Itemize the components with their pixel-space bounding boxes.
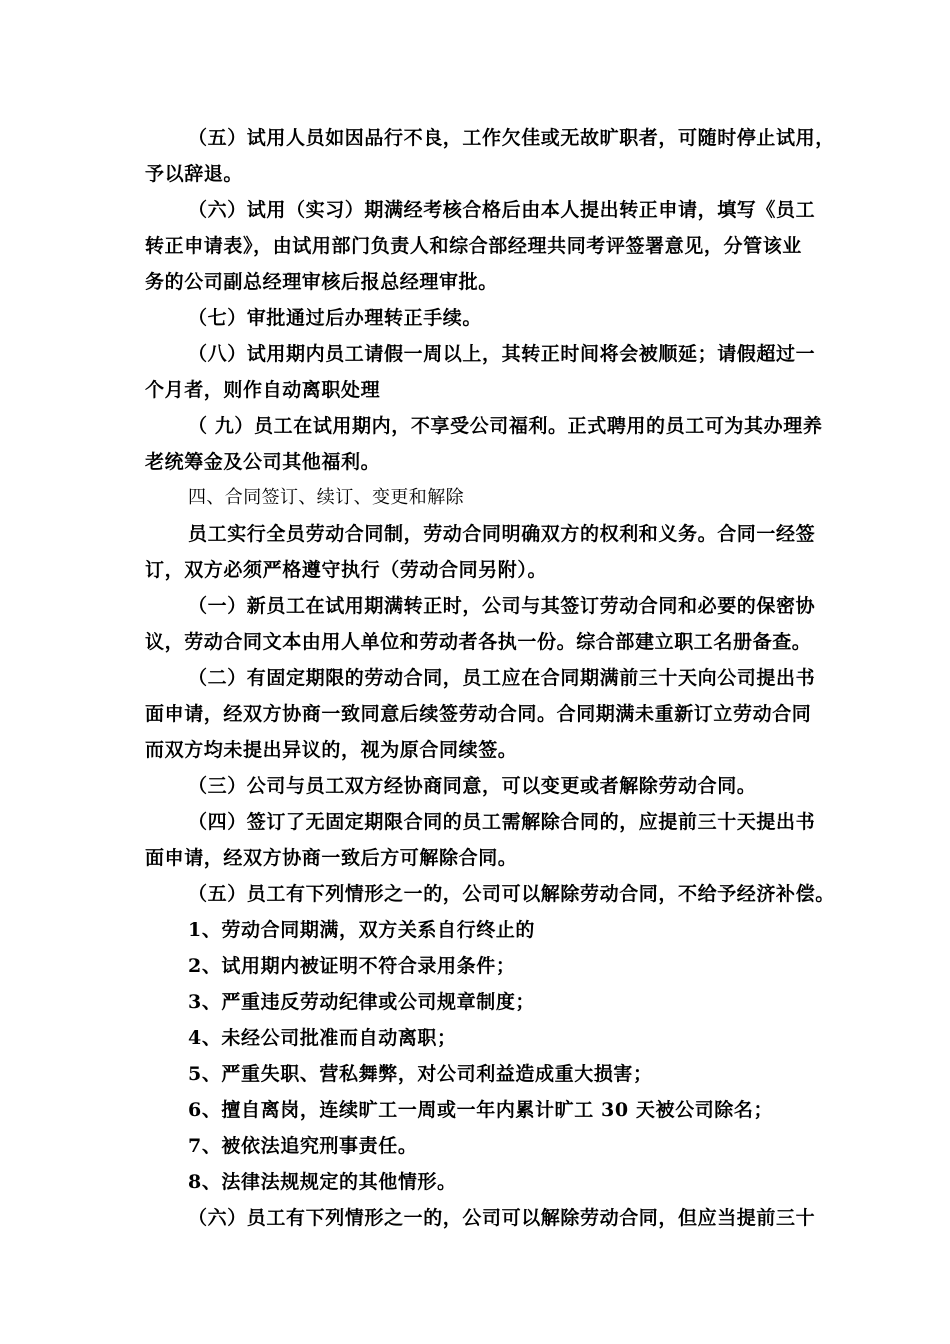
text-line: （六）试用（实习）期满经考核合格后由本人提出转正申请，填写《员工	[188, 199, 816, 221]
text-line: （二）有固定期限的劳动合同，员工应在合同期满前三十天向公司提出书	[188, 667, 816, 689]
list-item: 4、未经公司批准而自动离职；	[188, 1027, 457, 1049]
text-line: （五）员工有下列情形之一的，公司可以解除劳动合同，不给予经济补偿。	[188, 883, 835, 905]
text-line: 老统筹金及公司其他福利。	[145, 451, 381, 473]
text-line: 转正申请表》，由试用部门负责人和综合部经理共同考评签署意见，分管该业	[145, 235, 802, 257]
text-line: 面申请，经双方协商一致同意后续签劳动合同。合同期满未重新订立劳动合同	[145, 703, 812, 725]
section-heading: 四、合同签订、续订、变更和解除	[188, 487, 464, 508]
list-item: 3、严重违反劳动纪律或公司规章制度；	[188, 991, 536, 1013]
text-line: （五）试用人员如因品行不良，工作欠佳或无故旷职者，可随时停止试用，	[188, 127, 835, 149]
list-item: 8、法律法规规定的其他情形。	[188, 1171, 457, 1193]
list-item: 1、劳动合同期满，双方关系自行终止的	[188, 919, 536, 941]
text-line: （一）新员工在试用期满转正时，公司与其签订劳动合同和必要的保密协	[188, 595, 816, 617]
text-line: （三）公司与员工双方经协商同意，可以变更或者解除劳动合同。	[188, 775, 757, 797]
list-item: 6、擅自离岗，连续旷工一周或一年内累计旷工 30 天被公司除名；	[188, 1099, 774, 1121]
list-item: 2、试用期内被证明不符合录用条件；	[188, 955, 516, 977]
text-line: 议，劳动合同文本由用人单位和劳动者各执一份。综合部建立职工名册备查。	[145, 631, 812, 653]
text-line: （七）审批通过后办理转正手续。	[188, 307, 483, 329]
list-item: 7、被依法追究刑事责任。	[188, 1135, 418, 1157]
text-line: 而双方均未提出异议的，视为原合同续签。	[145, 739, 518, 761]
text-line: （六）员工有下列情形之一的，公司可以解除劳动合同，但应当提前三十	[188, 1207, 816, 1229]
text-line: 面申请，经双方协商一致后方可解除合同。	[145, 847, 518, 869]
list-item: 5、严重失职、营私舞弊，对公司利益造成重大损害；	[188, 1063, 653, 1085]
text-line: 务的公司副总经理审核后报总经理审批。	[145, 271, 498, 293]
text-line: （四）签订了无固定期限合同的员工需解除合同的，应提前三十天提出书	[188, 811, 816, 833]
text-line: 予以辞退。	[145, 163, 244, 185]
text-line: （八）试用期内员工请假一周以上，其转正时间将会被顺延；请假超过一	[188, 343, 816, 365]
text-line: 员工实行全员劳动合同制，劳动合同明确双方的权利和义务。合同一经签	[188, 523, 816, 545]
text-line: 个月者，则作自动离职处理	[145, 379, 381, 401]
text-line: （ 九）员工在试用期内，不享受公司福利。正式聘用的员工可为其办理养	[188, 415, 823, 437]
text-line: 订，双方必须严格遵守执行（劳动合同另附）。	[145, 559, 548, 581]
